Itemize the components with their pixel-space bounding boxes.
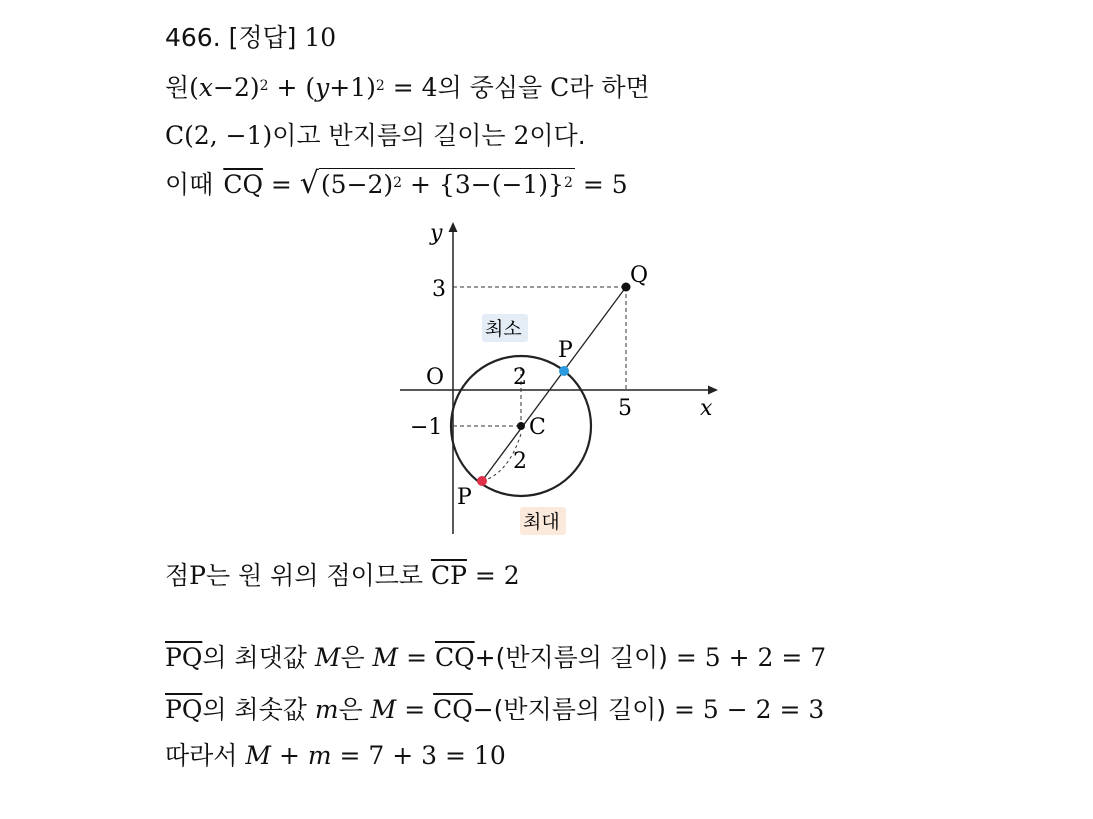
min-text-b: 은 xyxy=(338,695,371,724)
var-m-max-2: M xyxy=(372,643,399,672)
p-far-label: P xyxy=(457,485,472,510)
point-word: 점 xyxy=(165,561,190,590)
max-eq: = xyxy=(398,643,435,672)
radius-text: 이고 반지름의 길이는 xyxy=(272,121,514,150)
center-text: 의 중심을 xyxy=(437,73,551,102)
min-radius-text: −(반지름의 길이) xyxy=(472,695,667,724)
var-y: y xyxy=(315,73,330,102)
var-m-min-2: M xyxy=(370,695,397,724)
max-label: 최대 xyxy=(523,511,560,533)
y-term: +1) xyxy=(329,73,376,102)
coordinate-diagram xyxy=(380,212,740,547)
sum-plus: + xyxy=(271,741,308,770)
origin-label: O xyxy=(426,365,445,390)
radicand xyxy=(319,168,575,201)
max-radius-text: +(반지름의 길이) xyxy=(474,643,668,672)
radicand-sq-b: 2 xyxy=(563,175,573,191)
sum-small-m: m xyxy=(307,741,332,770)
answer-label: [정답] xyxy=(228,23,297,52)
center-label: C xyxy=(529,415,546,440)
radicand-sq-a: 2 xyxy=(393,175,403,191)
point-center xyxy=(517,422,525,430)
y-axis-label: y xyxy=(430,221,443,246)
cq-result: = 5 xyxy=(574,170,628,199)
segment-pq-max: $\overline{PQ}$ xyxy=(165,643,203,672)
point-p-far xyxy=(477,476,487,486)
tick-minus-1: −1 xyxy=(410,415,443,440)
radius-label-top: 2 xyxy=(513,365,527,390)
var-m-max: M xyxy=(314,643,341,672)
min-label: 최소 xyxy=(485,318,522,340)
tick-3: 3 xyxy=(432,277,446,302)
tick-5: 5 xyxy=(618,396,632,421)
paren-open: ( xyxy=(189,73,199,102)
max-result: = 5 + 2 = 7 xyxy=(667,643,827,672)
segment-cq-min: $\overline{CQ}$ xyxy=(433,695,473,724)
x-axis-label: x xyxy=(700,396,713,421)
x-axis-arrow xyxy=(708,386,718,395)
sqrt-sign: √ xyxy=(299,166,319,201)
center-text-end: 라 하면 xyxy=(569,73,650,102)
answer-value: 10 xyxy=(304,23,337,52)
sum-m: M xyxy=(245,741,272,770)
min-eq: = xyxy=(396,695,434,724)
p-near-label: P xyxy=(558,338,573,363)
segment-cq-max: $\overline{CQ}$ xyxy=(435,643,475,672)
min-line xyxy=(165,694,824,726)
circle-equation-line xyxy=(165,72,650,104)
equals: = xyxy=(262,170,300,199)
var-x: x xyxy=(198,73,214,102)
square-2: 2 xyxy=(375,78,385,94)
var-m-min: m xyxy=(314,695,339,724)
therefore-word: 따라서 xyxy=(165,741,246,770)
p-letter: P xyxy=(189,561,206,590)
problem-number: 466. xyxy=(165,23,221,52)
circle-word: 원 xyxy=(165,73,190,102)
radius-value: 2 xyxy=(513,121,530,150)
x-term: −2) xyxy=(213,73,260,102)
max-text-b: 은 xyxy=(340,643,373,672)
min-text: 의 최솟값 xyxy=(202,695,315,724)
radicand-a: (5−2) xyxy=(320,170,394,199)
sum-result: = 7 + 3 = 10 xyxy=(331,741,506,770)
equals-four: = 4 xyxy=(384,73,438,102)
radius-label-bottom: 2 xyxy=(513,449,527,474)
max-line xyxy=(165,642,826,674)
max-text: 의 최댓값 xyxy=(202,643,315,672)
segment-pq-min: $\overline{PQ}$ xyxy=(165,695,203,724)
radius-end: 이다. xyxy=(529,121,586,150)
min-result: = 5 − 2 = 3 xyxy=(666,695,825,724)
center-letter: C xyxy=(550,73,570,102)
radicand-b: + {3−(−1)} xyxy=(402,170,564,199)
segment-cq: $\overline{CQ}$ xyxy=(223,170,263,199)
cq-distance-line xyxy=(165,168,628,201)
cp-value: = 2 xyxy=(466,561,520,590)
square-1: 2 xyxy=(259,78,269,94)
point-p-near xyxy=(559,366,569,376)
cp-line xyxy=(165,560,520,592)
problem-header xyxy=(165,22,336,54)
center-radius-line xyxy=(165,120,586,152)
segment-cp: $\overline{CP}$ xyxy=(430,561,467,590)
center-coord: C(2, −1) xyxy=(165,121,273,150)
on-circle-text: 는 원 위의 점이므로 xyxy=(205,561,431,590)
plus-paren: + ( xyxy=(268,73,316,102)
conclusion-line xyxy=(165,740,506,772)
y-axis-arrow xyxy=(449,222,458,232)
then-word: 이때 xyxy=(165,170,214,199)
q-label: Q xyxy=(630,263,649,288)
